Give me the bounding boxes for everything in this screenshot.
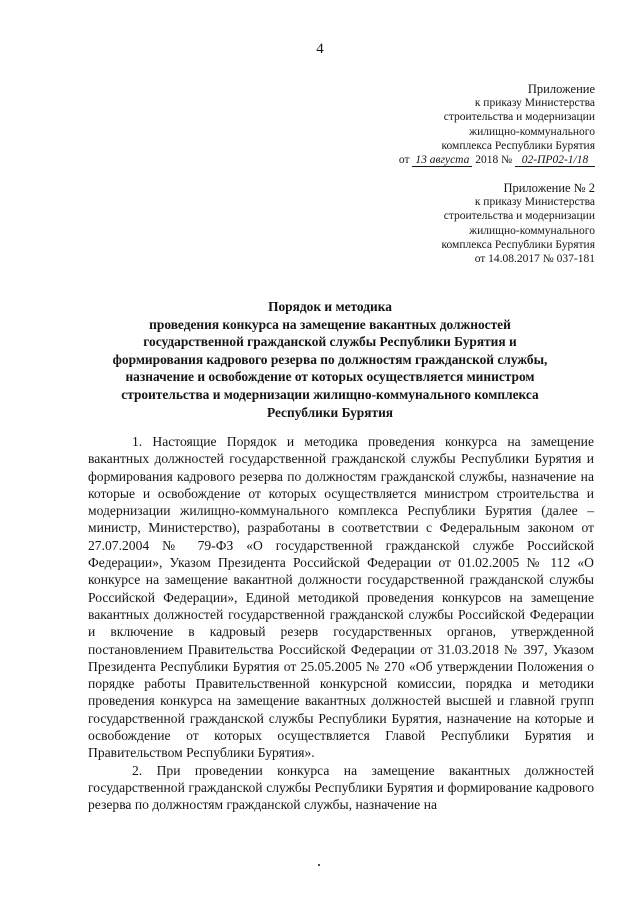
handwritten-order-number: 02-ПР02-1/18 (515, 154, 595, 167)
annex-line: к приказу Министерства (474, 97, 595, 110)
annex-title: Приложение № 2 (503, 181, 595, 195)
heading-line: назначение и освобождение от которых осуществляется министром (125, 369, 535, 385)
page-number: 4 (316, 41, 324, 57)
document-body (88, 433, 594, 814)
annex-line: к приказу Министерства (474, 196, 595, 209)
annex-title: Приложение (527, 82, 595, 96)
annex-line: комплекса Республики Бурятия (441, 139, 595, 152)
paragraph-2: 2. При проведении конкурса на замещение вакантных должностей государственной гражданской службы Республики Бурятия и формирование кадрового резерва по должностям гражданской службы, назначение на (88, 762, 594, 813)
handwritten-date: 13 августа (412, 154, 472, 167)
annex-header-current (335, 82, 595, 167)
heading-line: строительства и модернизации жилищно-коммунального комплекса (121, 386, 539, 402)
annex-line: жилищно-коммунального (469, 125, 595, 138)
heading-line: проведения конкурса на замещение вакантных должностей (149, 316, 511, 332)
order-year: 2018 (475, 154, 499, 167)
annex-line: комплекса Республики Бурятия (441, 238, 595, 251)
number-sign: № (501, 154, 513, 167)
annex-date-line (335, 153, 595, 167)
paragraph-1: 1. Настоящие Порядок и методика проведения конкурса на замещение вакантных должностей государственной гражданской службы Республики Бурятия и формирования кадрового резерва по должностям гражданской службы, назначение на которые и освобождение от которых осуществляется министром строительства и модернизации жилищно-коммунального комплекса Республики Бурятия (далее – министр, Министерство), разработаны в соответствии с Федеральным законом от 27.07.2004 № 79-ФЗ «О государственной гражданской службе Российской Федерации», Указом Президента Российской Федерации от 01.02.2005 № 112 «О конкурсе на замещение вакантной должности государственной гражданской службы Российской Федерации», Единой методикой проведения конкурсов на замещение вакантных должностей государственной гражданской службы Российской Федерации и включение в кадровый резерв государственных органов, утвержденной постановлением Правительства Российской Федерации от 31.03.2018 № 397, Указом Президента Республики Бурятия от 25.05.2005 № 270 «Об утверждении Положения о порядке работы Правительственной конкурсной комиссии, порядка и методики проведения конкурса на замещение вакантных должностей высшей и главной групп государственной гражданской службы Республики Бурятия, назначение на которые и освобождение от которых осуществляется Главой Республики Бурятия и Правительством Республики Бурятия». (88, 434, 594, 761)
heading-line: Республики Бурятия (266, 404, 394, 420)
document-heading (70, 298, 590, 421)
heading-line: формирования кадрового резерва по должностям гражданской службы, (112, 351, 548, 367)
heading-line: государственной гражданской службы Республики Бурятия и (143, 334, 517, 350)
scan-dot-mark (318, 864, 320, 866)
annex-line: жилищно-коммунального (469, 224, 595, 237)
heading-line: Порядок и методика (268, 299, 392, 314)
annex-header-previous (335, 181, 595, 266)
date-prefix: от (398, 154, 410, 167)
annex-line: строительства и модернизации (443, 111, 595, 124)
annex-line: от 14.08.2017 № 037-181 (474, 253, 595, 266)
annex-line: строительства и модернизации (443, 210, 595, 223)
